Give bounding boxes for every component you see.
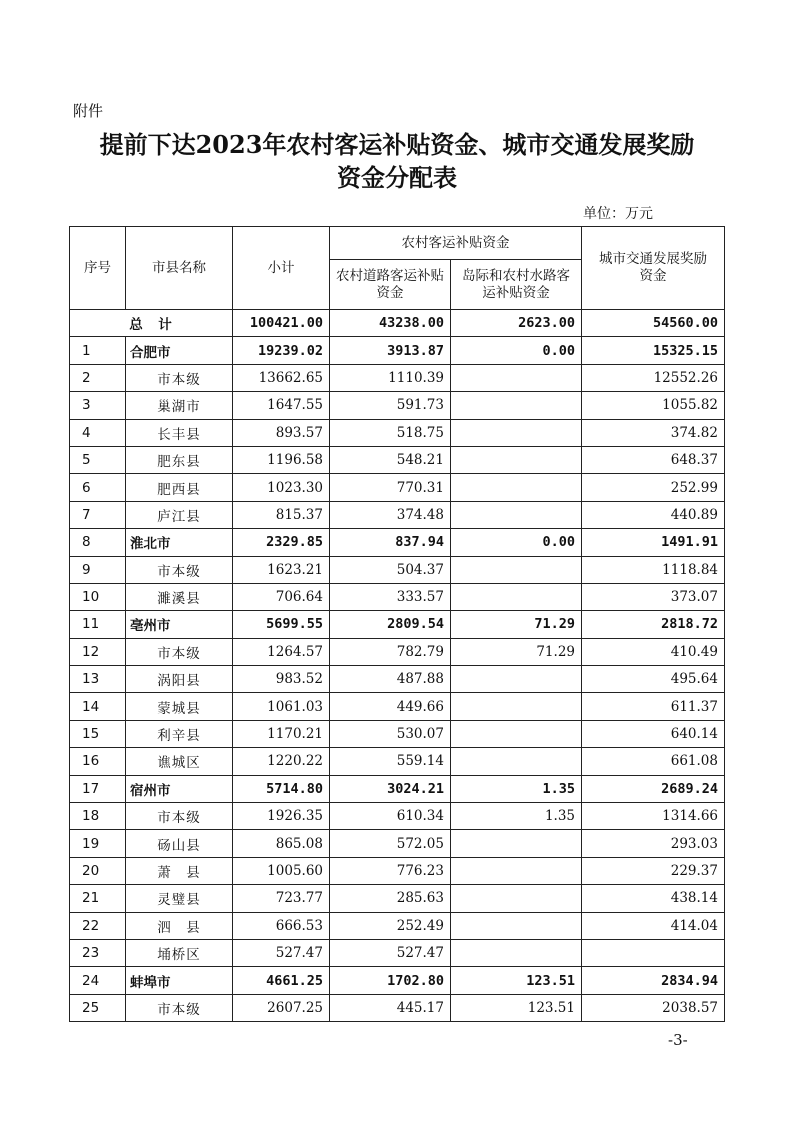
city-row bbox=[70, 529, 725, 556]
row-island-water bbox=[451, 474, 582, 501]
row-name: 市本级 bbox=[126, 994, 233, 1021]
row-name: 亳州市 bbox=[126, 611, 233, 638]
table-row bbox=[70, 830, 725, 857]
row-index: 9 bbox=[70, 556, 126, 583]
row-subtotal: 1623.21 bbox=[233, 556, 330, 583]
row-rural-road: 3024.21 bbox=[330, 775, 451, 802]
row-rural-road: 782.79 bbox=[330, 638, 451, 665]
row-index: 6 bbox=[70, 474, 126, 501]
row-urban: 229.37 bbox=[582, 857, 725, 884]
table-row bbox=[70, 994, 725, 1021]
table-row bbox=[70, 419, 725, 446]
row-urban: 2834.94 bbox=[582, 967, 725, 994]
row-island-water bbox=[451, 556, 582, 583]
row-urban: 2818.72 bbox=[582, 611, 725, 638]
table-row bbox=[70, 885, 725, 912]
row-island-water bbox=[451, 830, 582, 857]
row-index: 2 bbox=[70, 364, 126, 391]
row-island-water: 71.29 bbox=[451, 638, 582, 665]
row-rural-road: 1702.80 bbox=[330, 967, 451, 994]
row-rural-road: 504.37 bbox=[330, 556, 451, 583]
row-urban: 438.14 bbox=[582, 885, 725, 912]
row-island-water bbox=[451, 693, 582, 720]
row-rural-road: 518.75 bbox=[330, 419, 451, 446]
row-rural-road: 487.88 bbox=[330, 666, 451, 693]
row-subtotal: 1220.22 bbox=[233, 748, 330, 775]
row-urban: 252.99 bbox=[582, 474, 725, 501]
row-island-water: 0.00 bbox=[451, 337, 582, 364]
row-index: 13 bbox=[70, 666, 126, 693]
total-row bbox=[70, 310, 725, 337]
row-name: 濉溪县 bbox=[126, 583, 233, 610]
table-row bbox=[70, 693, 725, 720]
table-row bbox=[70, 583, 725, 610]
total-label: 总 计 bbox=[70, 310, 233, 337]
row-index: 7 bbox=[70, 501, 126, 528]
row-index: 24 bbox=[70, 967, 126, 994]
row-rural-road: 449.66 bbox=[330, 693, 451, 720]
row-subtotal: 815.37 bbox=[233, 501, 330, 528]
row-urban: 661.08 bbox=[582, 748, 725, 775]
row-name: 庐江县 bbox=[126, 501, 233, 528]
row-island-water bbox=[451, 392, 582, 419]
total-rural-road: 43238.00 bbox=[330, 310, 451, 337]
row-island-water: 0.00 bbox=[451, 529, 582, 556]
row-rural-road: 285.63 bbox=[330, 885, 451, 912]
table-row bbox=[70, 446, 725, 473]
row-name: 市本级 bbox=[126, 364, 233, 391]
row-subtotal: 666.53 bbox=[233, 912, 330, 939]
row-island-water: 1.35 bbox=[451, 803, 582, 830]
row-name: 肥西县 bbox=[126, 474, 233, 501]
row-urban: 12552.26 bbox=[582, 364, 725, 391]
row-index: 20 bbox=[70, 857, 126, 884]
row-urban: 15325.15 bbox=[582, 337, 725, 364]
table-row bbox=[70, 748, 725, 775]
row-subtotal: 2329.85 bbox=[233, 529, 330, 556]
row-name: 淮北市 bbox=[126, 529, 233, 556]
row-island-water bbox=[451, 748, 582, 775]
row-name: 宿州市 bbox=[126, 775, 233, 802]
row-subtotal: 1061.03 bbox=[233, 693, 330, 720]
row-island-water bbox=[451, 501, 582, 528]
row-name: 灵璧县 bbox=[126, 885, 233, 912]
row-index: 4 bbox=[70, 419, 126, 446]
allocation-table bbox=[69, 226, 725, 1022]
city-row bbox=[70, 611, 725, 638]
row-name: 蚌埠市 bbox=[126, 967, 233, 994]
row-rural-road: 770.31 bbox=[330, 474, 451, 501]
row-rural-road: 572.05 bbox=[330, 830, 451, 857]
row-name: 合肥市 bbox=[126, 337, 233, 364]
row-index: 21 bbox=[70, 885, 126, 912]
row-index: 22 bbox=[70, 912, 126, 939]
row-rural-road: 610.34 bbox=[330, 803, 451, 830]
row-rural-road: 591.73 bbox=[330, 392, 451, 419]
row-subtotal: 19239.02 bbox=[233, 337, 330, 364]
row-island-water: 71.29 bbox=[451, 611, 582, 638]
row-urban: 640.14 bbox=[582, 720, 725, 747]
row-island-water bbox=[451, 912, 582, 939]
row-subtotal: 1264.57 bbox=[233, 638, 330, 665]
row-rural-road: 527.47 bbox=[330, 939, 451, 966]
row-island-water bbox=[451, 583, 582, 610]
unit-label: 单位：万元 bbox=[583, 206, 653, 222]
table-row bbox=[70, 638, 725, 665]
header-rural-road: 农村道路客运补贴资金 bbox=[330, 260, 451, 310]
row-island-water: 123.51 bbox=[451, 967, 582, 994]
row-subtotal: 983.52 bbox=[233, 666, 330, 693]
table-row bbox=[70, 857, 725, 884]
row-subtotal: 1023.30 bbox=[233, 474, 330, 501]
row-island-water bbox=[451, 446, 582, 473]
row-index: 14 bbox=[70, 693, 126, 720]
row-index: 17 bbox=[70, 775, 126, 802]
row-index: 10 bbox=[70, 583, 126, 610]
header-urban: 城市交通发展奖励资金 bbox=[582, 227, 725, 310]
page-title bbox=[70, 128, 724, 194]
row-urban: 495.64 bbox=[582, 666, 725, 693]
table-row bbox=[70, 803, 725, 830]
row-urban: 1118.84 bbox=[582, 556, 725, 583]
row-urban: 2689.24 bbox=[582, 775, 725, 802]
title-line-1: 提前下达2023年农村客运补贴资金、城市交通发展奖励 bbox=[99, 130, 695, 159]
row-subtotal: 13662.65 bbox=[233, 364, 330, 391]
row-index: 11 bbox=[70, 611, 126, 638]
total-island-water: 2623.00 bbox=[451, 310, 582, 337]
row-island-water bbox=[451, 419, 582, 446]
row-subtotal: 4661.25 bbox=[233, 967, 330, 994]
row-rural-road: 445.17 bbox=[330, 994, 451, 1021]
row-island-water bbox=[451, 939, 582, 966]
row-rural-road: 559.14 bbox=[330, 748, 451, 775]
row-name: 谯城区 bbox=[126, 748, 233, 775]
row-index: 8 bbox=[70, 529, 126, 556]
row-name: 埇桥区 bbox=[126, 939, 233, 966]
row-subtotal: 527.47 bbox=[233, 939, 330, 966]
row-urban: 373.07 bbox=[582, 583, 725, 610]
row-island-water bbox=[451, 885, 582, 912]
table-row bbox=[70, 912, 725, 939]
row-urban: 414.04 bbox=[582, 912, 725, 939]
table-row bbox=[70, 556, 725, 583]
row-name: 萧 县 bbox=[126, 857, 233, 884]
row-index: 25 bbox=[70, 994, 126, 1021]
row-index: 1 bbox=[70, 337, 126, 364]
city-row bbox=[70, 775, 725, 802]
row-island-water bbox=[451, 666, 582, 693]
title-line-2: 资金分配表 bbox=[337, 163, 457, 192]
row-subtotal: 706.64 bbox=[233, 583, 330, 610]
row-urban: 648.37 bbox=[582, 446, 725, 473]
row-name: 市本级 bbox=[126, 638, 233, 665]
row-urban: 410.49 bbox=[582, 638, 725, 665]
table-row bbox=[70, 474, 725, 501]
row-urban: 440.89 bbox=[582, 501, 725, 528]
table-row bbox=[70, 364, 725, 391]
row-rural-road: 548.21 bbox=[330, 446, 451, 473]
row-index: 18 bbox=[70, 803, 126, 830]
row-name: 利辛县 bbox=[126, 720, 233, 747]
row-rural-road: 530.07 bbox=[330, 720, 451, 747]
row-rural-road: 837.94 bbox=[330, 529, 451, 556]
row-rural-road: 333.57 bbox=[330, 583, 451, 610]
total-urban: 54560.00 bbox=[582, 310, 725, 337]
row-subtotal: 2607.25 bbox=[233, 994, 330, 1021]
row-name: 市本级 bbox=[126, 803, 233, 830]
row-subtotal: 1005.60 bbox=[233, 857, 330, 884]
page-number: -3- bbox=[668, 1031, 688, 1049]
table-row bbox=[70, 939, 725, 966]
row-subtotal: 1926.35 bbox=[233, 803, 330, 830]
row-index: 23 bbox=[70, 939, 126, 966]
row-index: 15 bbox=[70, 720, 126, 747]
row-index: 12 bbox=[70, 638, 126, 665]
total-subtotal: 100421.00 bbox=[233, 310, 330, 337]
row-urban: 2038.57 bbox=[582, 994, 725, 1021]
row-island-water: 123.51 bbox=[451, 994, 582, 1021]
row-subtotal: 893.57 bbox=[233, 419, 330, 446]
row-urban: 611.37 bbox=[582, 693, 725, 720]
row-name: 涡阳县 bbox=[126, 666, 233, 693]
row-rural-road: 2809.54 bbox=[330, 611, 451, 638]
row-island-water bbox=[451, 364, 582, 391]
row-rural-road: 1110.39 bbox=[330, 364, 451, 391]
header-island-water: 岛际和农村水路客运补贴资金 bbox=[451, 260, 582, 310]
row-subtotal: 5714.80 bbox=[233, 775, 330, 802]
row-subtotal: 1170.21 bbox=[233, 720, 330, 747]
header-seq: 序号 bbox=[70, 227, 126, 310]
row-urban: 293.03 bbox=[582, 830, 725, 857]
row-rural-road: 252.49 bbox=[330, 912, 451, 939]
row-subtotal: 1196.58 bbox=[233, 446, 330, 473]
header-rural-group: 农村客运补贴资金 bbox=[330, 227, 582, 260]
row-urban bbox=[582, 939, 725, 966]
city-row bbox=[70, 967, 725, 994]
row-name: 长丰县 bbox=[126, 419, 233, 446]
table-row bbox=[70, 501, 725, 528]
row-name: 巢湖市 bbox=[126, 392, 233, 419]
row-name: 蒙城县 bbox=[126, 693, 233, 720]
row-island-water bbox=[451, 720, 582, 747]
row-name: 泗 县 bbox=[126, 912, 233, 939]
row-rural-road: 3913.87 bbox=[330, 337, 451, 364]
row-index: 16 bbox=[70, 748, 126, 775]
row-rural-road: 374.48 bbox=[330, 501, 451, 528]
row-island-water: 1.35 bbox=[451, 775, 582, 802]
row-rural-road: 776.23 bbox=[330, 857, 451, 884]
row-name: 砀山县 bbox=[126, 830, 233, 857]
table-row bbox=[70, 392, 725, 419]
row-urban: 374.82 bbox=[582, 419, 725, 446]
row-urban: 1055.82 bbox=[582, 392, 725, 419]
row-index: 5 bbox=[70, 446, 126, 473]
row-name: 肥东县 bbox=[126, 446, 233, 473]
row-name: 市本级 bbox=[126, 556, 233, 583]
row-island-water bbox=[451, 857, 582, 884]
row-urban: 1491.91 bbox=[582, 529, 725, 556]
row-subtotal: 1647.55 bbox=[233, 392, 330, 419]
table-row bbox=[70, 666, 725, 693]
city-row bbox=[70, 337, 725, 364]
attachment-label: 附件 bbox=[73, 102, 104, 120]
row-subtotal: 723.77 bbox=[233, 885, 330, 912]
row-index: 19 bbox=[70, 830, 126, 857]
header-subtotal: 小计 bbox=[233, 227, 330, 310]
row-subtotal: 865.08 bbox=[233, 830, 330, 857]
header-name: 市县名称 bbox=[126, 227, 233, 310]
row-urban: 1314.66 bbox=[582, 803, 725, 830]
table-row bbox=[70, 720, 725, 747]
row-index: 3 bbox=[70, 392, 126, 419]
row-subtotal: 5699.55 bbox=[233, 611, 330, 638]
